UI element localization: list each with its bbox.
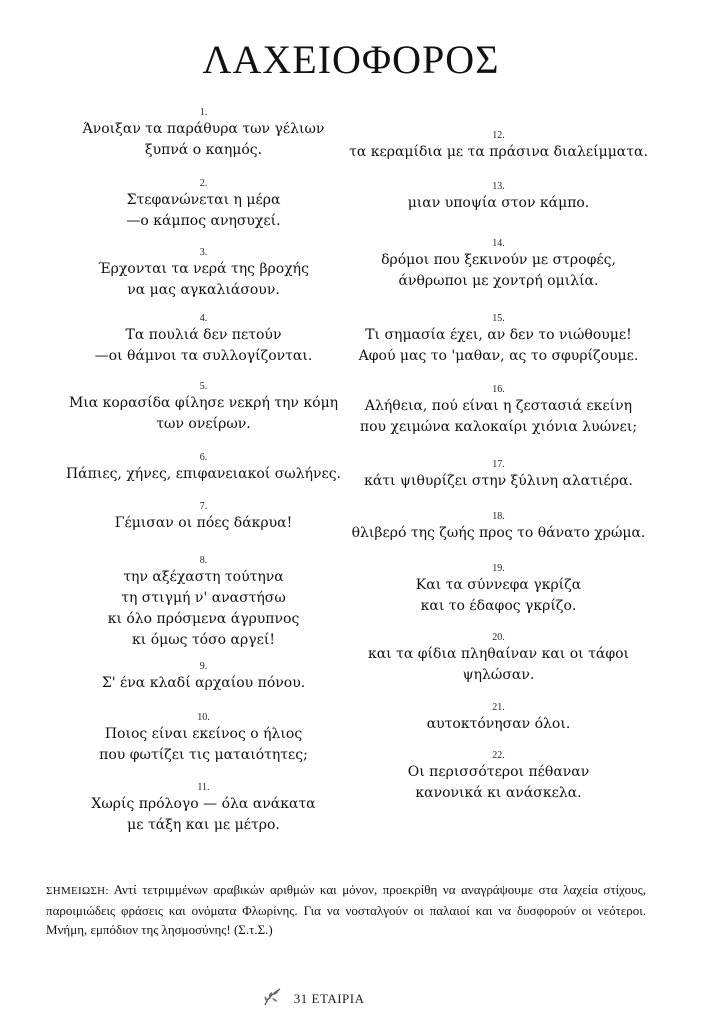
verse-line: άνθρωποι με χοντρή ομιλία. <box>398 273 599 289</box>
verse-line: τη στιγμή ν' αναστήσω <box>121 590 286 606</box>
verse-line: μιαν υποψία στον κάμπο. <box>407 195 590 211</box>
stanza <box>341 511 656 544</box>
stanza-number: 16. <box>492 384 505 395</box>
verse-line: —ο κάμπος ανησυχεί. <box>126 213 281 229</box>
verse-line: να μας αγκαλιάσουν. <box>127 282 280 298</box>
editor-note <box>46 880 646 939</box>
verse-line: κάτι ψιθυρίζει στην ξύλινη αλατιέρα. <box>364 473 633 489</box>
verse-line: Άνοιξαν τα παράθυρα των γέλιων <box>82 121 325 137</box>
stanza-number: 20. <box>492 632 505 643</box>
verse-line: Και τα σύννεφα γκρίζα <box>415 577 582 593</box>
verse-line: Πάπιες, χήνες, επιφανειακοί σωλήνες. <box>65 466 342 482</box>
verse-line: Ποιος είναι εκείνος ο ήλιος <box>104 726 303 742</box>
verse-line: και τα φίδια πληθαίναν και οι τάφοι <box>367 646 630 662</box>
stanza <box>46 712 361 766</box>
verse-line: αυτοκτόνησαν όλοι. <box>426 716 571 732</box>
leaf-ornament-icon <box>262 986 284 1012</box>
stanza-number: 4. <box>199 313 208 324</box>
stanza-number: 5. <box>199 381 208 392</box>
stanza-number: 14. <box>492 238 505 249</box>
verse-line: των ονείρων. <box>156 416 251 432</box>
stanza <box>46 501 361 534</box>
verse-line: Αφού μας το 'μαθαν, ας το σφυρίζουμε. <box>358 348 639 364</box>
stanza-number: 13. <box>492 181 505 192</box>
stanza-number: 18. <box>492 511 505 522</box>
verse-line: Μια κορασίδα φίλησε νεκρή την κόμη <box>68 395 339 411</box>
stanza-number: 2. <box>199 178 208 189</box>
stanza-number: 11. <box>197 782 210 793</box>
stanza <box>46 178 361 232</box>
stanza-number: 12. <box>492 130 505 141</box>
page-footer <box>262 986 365 1012</box>
verse-line: Στεφανώνεται η μέρα <box>126 192 281 208</box>
stanza-number: 21. <box>492 702 505 713</box>
note-text: Αντί τετριμμένων αραβικών αριθμών και μόνον, προεκρίθη να αναγράψουμε στα λαχεία στίχους, παροιμιώδεις φράσεις και ονόματα Φλωρίνης. Για να νοσταλγούν οι παλαιοί και να δυσφορούν οι νεότεροι. Μνήμη, εμπόδιον της λησμοσύνης! (Σ.τ.Σ.) <box>46 882 646 937</box>
page-number: 31 <box>293 991 308 1006</box>
verse-line: θλιβερό της ζωής προς το θάνατο χρώμα. <box>351 525 646 541</box>
footer-label: ΕΤΑΙΡΙΑ <box>311 991 365 1006</box>
stanza <box>341 632 656 686</box>
stanza-number: 3. <box>199 247 208 258</box>
stanza <box>46 107 361 161</box>
stanza-number: 17. <box>492 459 505 470</box>
stanza <box>341 384 656 438</box>
verse-line: κανονικά κι ανάσκελα. <box>415 785 582 801</box>
verse-line: Έρχονται τα νερά της βροχής <box>98 261 309 277</box>
stanza <box>46 381 361 435</box>
verse-line: δρόμοι που ξεκινούν με στροφές, <box>381 252 616 268</box>
verse-line: κι όμως τόσο αργεί! <box>132 632 275 648</box>
stanza <box>341 563 656 617</box>
verse-line: με τάξη και με μέτρο. <box>127 817 280 833</box>
stanza-number: 19. <box>492 563 505 574</box>
stanza-number: 9. <box>199 661 208 672</box>
stanza <box>46 661 361 694</box>
stanza-number: 22. <box>492 750 505 761</box>
stanza-number: 15. <box>492 313 505 324</box>
verse-line: —οι θάμνοι τα συλλογίζονται. <box>94 348 313 364</box>
stanza <box>341 313 656 367</box>
verse-line: την αξέχαστη τούτηνα <box>123 569 284 585</box>
stanza <box>341 238 656 292</box>
verse-line: και το έδαφος γκρίζο. <box>420 598 577 614</box>
stanza <box>46 313 361 367</box>
verse-line: ψηλώσαν. <box>462 667 535 683</box>
stanza <box>46 782 361 836</box>
verse-line: τα κεραμίδια με τα πράσινα διαλείμματα. <box>349 144 648 160</box>
verse-line: κι όλο πρόσμενα άγρυπνος <box>107 611 300 627</box>
stanza <box>341 750 656 804</box>
verse-line: που χειμώνα καλοκαίρι χιόνια λυώνει; <box>359 419 638 435</box>
stanza-number: 10. <box>197 712 210 723</box>
stanza-number: 1. <box>199 107 208 118</box>
verse-line: Αλήθεια, πού είναι η ζεστασιά εκείνη <box>364 398 633 414</box>
verse-line: Οι περισσότεροι πέθαναν <box>407 764 590 780</box>
verse-line: Τα πουλιά δεν πετούν <box>125 327 282 343</box>
stanza-number: 7. <box>199 501 208 512</box>
verse-line: Τι σημασία έχει, αν δεν το νιώθουμε! <box>365 327 632 343</box>
stanza-number: 8. <box>199 555 208 566</box>
stanza <box>341 459 656 492</box>
stanza <box>46 247 361 301</box>
verse-line: Γέμισαν οι πόες δάκρυα! <box>114 515 293 531</box>
verse-line: Χωρίς πρόλογο — όλα ανάκατα <box>91 796 316 812</box>
stanza <box>46 555 361 651</box>
note-label: ΣΗΜΕΙΩΣΗ: <box>46 885 109 897</box>
stanza <box>341 130 656 163</box>
stanza <box>341 702 656 735</box>
stanza <box>341 181 656 214</box>
verse-line: Σ' ένα κλαδί αρχαίου πόνου. <box>101 675 306 691</box>
page-title: ΛΑΧΕΙΟΦΟΡΟΣ <box>202 37 500 82</box>
stanza-number: 6. <box>199 452 208 463</box>
verse-line: που φωτίζει τις ματαιότητες; <box>99 747 308 763</box>
verse-line: ξυπνά ο καημός. <box>144 142 263 158</box>
stanza <box>46 452 361 485</box>
